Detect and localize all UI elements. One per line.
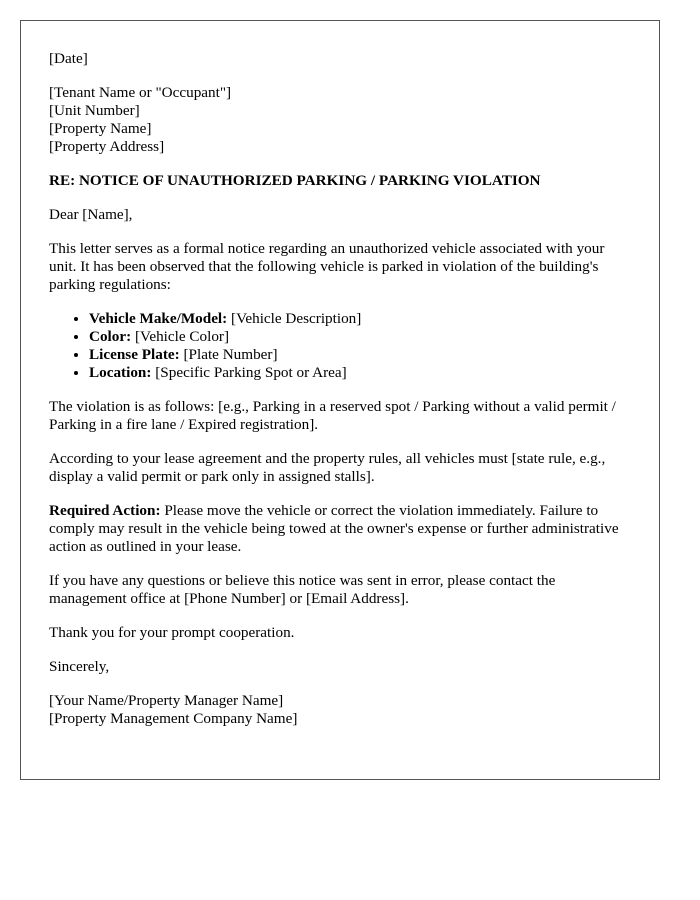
required-action-paragraph (49, 502, 631, 556)
vehicle-details-list (49, 310, 631, 382)
vehicle-location-item (89, 364, 631, 382)
vehicle-plate-value: [Plate Number] (179, 346, 278, 363)
vehicle-color-item (89, 328, 631, 346)
signer-company: [Property Management Company Name] (49, 710, 298, 727)
vehicle-location-value: [Specific Parking Spot or Area] (151, 364, 347, 381)
letter-subject: RE: NOTICE OF UNAUTHORIZED PARKING / PARKING VIOLATION (49, 172, 541, 189)
vehicle-color-label: Color: (89, 328, 132, 345)
violation-paragraph: The violation is as follows: [e.g., Parking in a reserved spot / Parking without a valid permit / Parking in a fire lane / Expired registration]. (49, 398, 616, 433)
intro-paragraph: This letter serves as a formal notice regarding an unauthorized vehicle associated with your unit. It has been observed that the following vehicle is parked in violation of the building's parking regulations: (49, 240, 605, 293)
vehicle-make-value: [Vehicle Description] (227, 310, 362, 327)
vehicle-make-item (89, 310, 631, 328)
recipient-property-address: [Property Address] (49, 138, 165, 155)
closing: Sincerely, (49, 658, 110, 675)
vehicle-plate-item (89, 346, 631, 364)
letter-date: [Date] (49, 50, 88, 67)
contact-paragraph: If you have any questions or believe this notice was sent in error, please contact the management office at [Phone Number] or [Email Address]. (49, 572, 556, 607)
required-action-label: Required Action: (49, 502, 161, 519)
recipient-unit: [Unit Number] (49, 102, 140, 119)
recipient-name: [Tenant Name or "Occupant"] (49, 84, 232, 101)
recipient-property-name: [Property Name] (49, 120, 152, 137)
letter-page (20, 20, 660, 780)
vehicle-color-value: [Vehicle Color] (131, 328, 230, 345)
signature-block (49, 692, 631, 728)
signer-name: [Your Name/Property Manager Name] (49, 692, 284, 709)
salutation: Dear [Name], (49, 206, 133, 223)
thanks-paragraph: Thank you for your prompt cooperation. (49, 624, 295, 641)
vehicle-plate-label: License Plate: (89, 346, 180, 363)
vehicle-location-label: Location: (89, 364, 152, 381)
vehicle-make-label: Vehicle Make/Model: (89, 310, 228, 327)
rules-paragraph: According to your lease agreement and the property rules, all vehicles must [state rule, e.g., display a valid permit or park only in assigned stalls]. (49, 450, 606, 485)
required-action-text: Please move the vehicle or correct the violation immediately. Failure to comply may result in the vehicle being towed at the owner's expense or further administrative action as outlined in your lease. (49, 502, 619, 555)
recipient-address (49, 84, 631, 156)
